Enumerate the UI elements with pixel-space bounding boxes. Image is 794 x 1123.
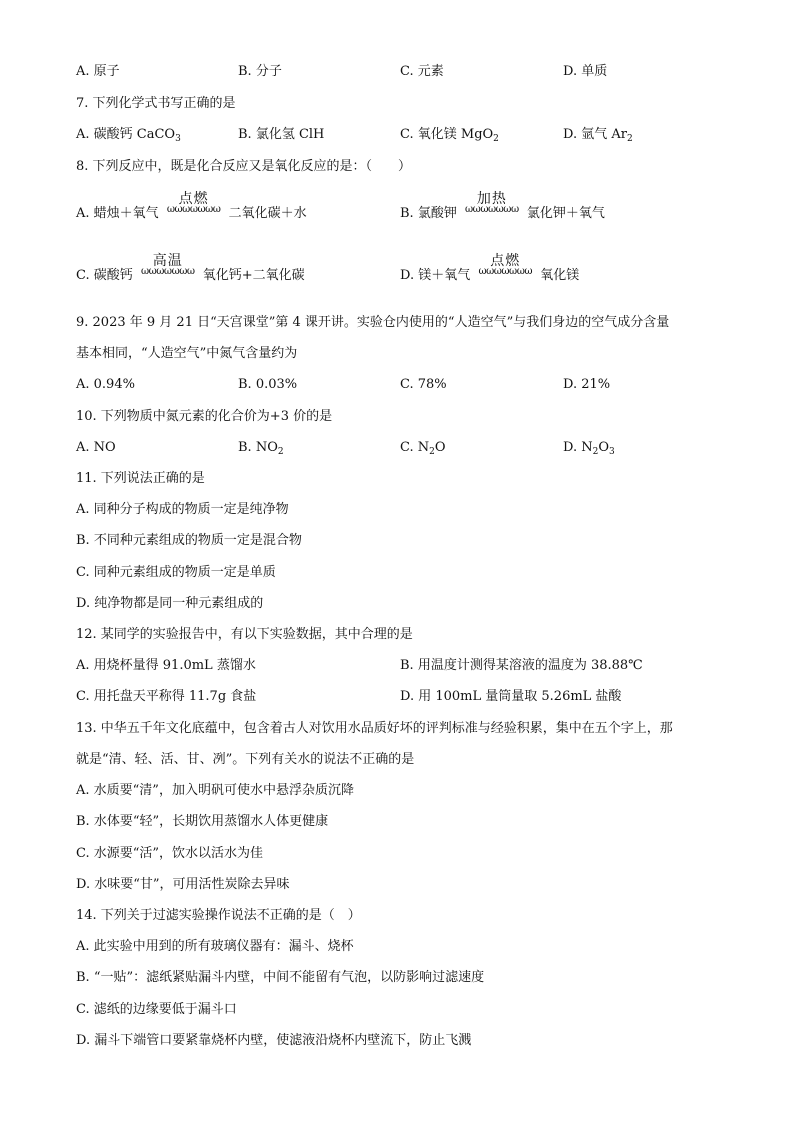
q9-option-d: D. 21% <box>563 377 611 392</box>
q11-stem: 11. 下列说法正确的是 <box>76 471 205 486</box>
q6-option-c: C. 元素 <box>400 64 444 79</box>
q12-stem: 12. 某同学的实验报告中，有以下实验数据，其中合理的是 <box>76 627 413 642</box>
q7-option-d: D. 氩气 $Ar_2$ <box>563 127 633 144</box>
q10-option-c: C. $N_2O$ <box>400 440 446 457</box>
q8-option-a: A. 蜡烛＋氧气 点燃 ωωωωωωω 二氧化碳＋水 <box>76 191 307 221</box>
reaction-condition: 点燃 ωωωωωωω <box>478 253 533 277</box>
q10-option-a: A. NO <box>76 440 116 455</box>
q9-option-a: A. 0.94% <box>76 377 135 392</box>
q13-stem-line1: 13. 中华五千年文化底蕴中，包含着古人对饮用水品质好坏的评判标准与经验积累，集中在五个字上，那 <box>76 721 673 736</box>
q12-option-c: C. 用托盘天平称得 11.7g 食盐 <box>76 689 257 704</box>
q9-option-c: C. 78% <box>400 377 447 392</box>
q10-option-b: B. $NO_2$ <box>238 440 284 457</box>
q13-stem-line2: 就是“清、轻、活、甘、冽”。下列有关水的说法不正确的是 <box>76 752 415 767</box>
q14-option-b: B. “一贴”：滤纸紧贴漏斗内壁，中间不能留有气泡，以防影响过滤速度 <box>76 970 485 985</box>
q8-option-d: D. 镁＋氧气 点燃 ωωωωωωω 氧化镁 <box>400 253 580 283</box>
q7-stem: 7. 下列化学式书写正确的是 <box>76 96 236 111</box>
q7-option-a: A. 碳酸钙 CaCO$_3$ <box>76 127 181 144</box>
q13-option-b: B. 水体要“轻”，长期饮用蒸馏水人体更健康 <box>76 814 329 829</box>
q14-option-a: A. 此实验中用到的所有玻璃仪器有：漏斗、烧杯 <box>76 939 354 954</box>
q9-stem-line2: 基本相同，“人造空气”中氮气含量约为 <box>76 346 298 361</box>
q14-option-d: D. 漏斗下端管口要紧靠烧杯内壁，使滤液沿烧杯内壁流下，防止飞溅 <box>76 1033 472 1048</box>
q6-option-b: B. 分子 <box>238 64 282 79</box>
q10-stem: 10. 下列物质中氮元素的化合价为+3 价的是 <box>76 409 333 424</box>
q8-stem: 8. 下列反应中，既是化合反应又是氧化反应的是：（ ） <box>76 159 412 174</box>
q9-stem-line1: 9. 2023 年 9 月 21 日“天宫课堂”第 4 课开讲。实验仓内使用的“人造空气”与我们身边的空气成分含量 <box>76 315 670 330</box>
q10-option-d: D. $N_2O_3$ <box>563 440 615 457</box>
q14-stem: 14. 下列关于过滤实验操作说法不正确的是（ ） <box>76 908 361 923</box>
q7-option-b: B. 氯化氢 ClH <box>238 127 325 142</box>
q13-option-a: A. 水质要“清”，加入明矾可使水中悬浮杂质沉降 <box>76 783 354 798</box>
reaction-condition: 点燃 ωωωωωωω <box>166 191 221 215</box>
q6-option-a: A. 原子 <box>76 64 120 79</box>
reaction-condition: 高温 ωωωωωωω <box>140 253 195 277</box>
q6-option-d: D. 单质 <box>563 64 608 79</box>
q13-option-d: D. 水味要“甘”，可用活性炭除去异味 <box>76 877 290 892</box>
q9-option-b: B. 0.03% <box>238 377 298 392</box>
q11-option-d: D. 纯净物都是同一种元素组成的 <box>76 596 264 611</box>
q11-option-a: A. 同种分子构成的物质一定是纯净物 <box>76 502 289 517</box>
q11-option-c: C. 同种元素组成的物质一定是单质 <box>76 565 276 580</box>
q12-option-a: A. 用烧杯量得 91.0mL 蒸馏水 <box>76 658 256 673</box>
q8-option-c: C. 碳酸钙 高温 ωωωωωωω 氧化钙+二氧化碳 <box>76 253 305 283</box>
reaction-condition: 加热 ωωωωωωω <box>465 191 519 215</box>
q7-option-c: C. 氧化镁 MgO$_2$ <box>400 127 499 144</box>
q12-option-b: B. 用温度计测得某溶液的温度为 38.88℃ <box>400 658 643 673</box>
q8-option-b: B. 氯酸钾 加热 ωωωωωωω 氯化钾＋氧气 <box>400 191 605 221</box>
q12-option-d: D. 用 100mL 量筒量取 5.26mL 盐酸 <box>400 689 622 704</box>
q14-option-c: C. 滤纸的边缘要低于漏斗口 <box>76 1002 237 1017</box>
q13-option-c: C. 水源要“活”，饮水以活水为佳 <box>76 846 264 861</box>
q11-option-b: B. 不同种元素组成的物质一定是混合物 <box>76 533 302 548</box>
